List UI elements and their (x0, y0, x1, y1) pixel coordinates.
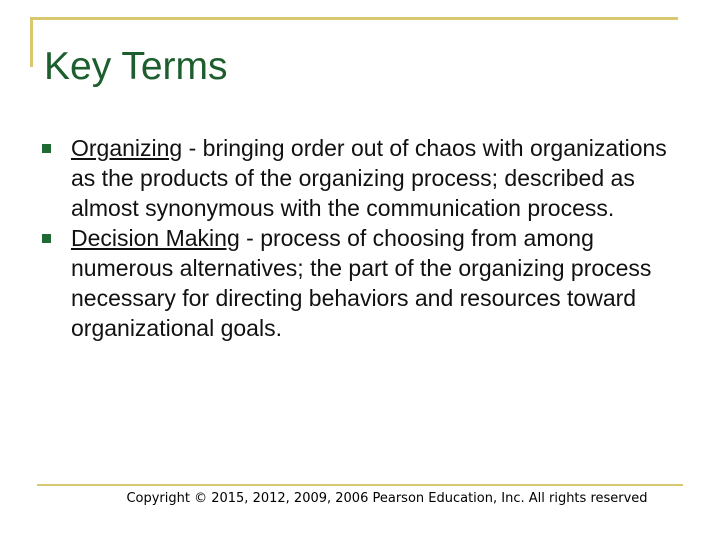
term-definition: - bringing order out of chaos with organizations as the products of the organizing process; described as almost synonymous with the communication process. (71, 135, 667, 221)
bullet-item-decision-making (42, 223, 682, 343)
bullet-list (42, 133, 682, 343)
bullet-item-organizing (42, 133, 682, 223)
top-frame-line (30, 17, 678, 20)
copyright-footer: Copyright © 2015, 2012, 2009, 2006 Pearson Education, Inc. All rights reserved (126, 491, 648, 506)
square-bullet-icon (42, 234, 51, 243)
term-label: Decision Making (71, 225, 240, 251)
term-definition: - process of choosing from among numerous alternatives; the part of the organizing process necessary for directing behaviors and resources toward organizational goals. (71, 225, 652, 341)
square-bullet-icon (42, 144, 51, 153)
footer-divider (37, 484, 683, 486)
slide-title: Key Terms (44, 45, 228, 88)
left-frame-line (30, 17, 33, 67)
term-label: Organizing (71, 135, 183, 161)
